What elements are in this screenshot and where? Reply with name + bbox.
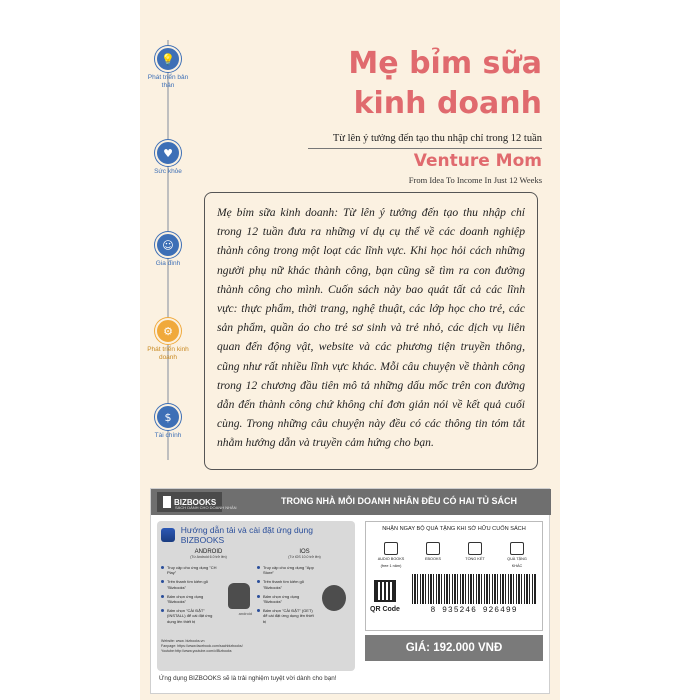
gift-panel <box>365 521 543 631</box>
fanpage-link: Fanpage: https://www.facebook.com/sachbizbooks/ <box>161 644 243 648</box>
ios-subtitle: (Từ iOS 10.0 trở lên) <box>288 555 321 559</box>
gift-label: QUÀ TẶNG <box>507 557 527 561</box>
android-step: Trên thanh tìm kiếm gõ "Bizbooks" <box>161 579 221 589</box>
ios-step: Trên thanh tìm kiếm gõ "Bizbooks" <box>257 579 317 589</box>
book-back-cover <box>140 0 560 700</box>
english-title: Venture Mom <box>413 151 542 171</box>
category-family <box>152 232 184 268</box>
android-guide <box>161 549 256 628</box>
category-label: Gia đình <box>155 260 181 267</box>
android-icon <box>228 583 250 609</box>
ios-title: IOS <box>299 549 310 555</box>
publisher-panel <box>150 488 550 694</box>
summary-icon <box>468 542 482 555</box>
gift-label: EBOOKS <box>424 557 442 561</box>
category-label: Phát triển kinh doanh <box>147 346 189 361</box>
category-label: Sức khỏe <box>154 168 182 175</box>
gift-other <box>498 542 536 569</box>
qr-label: QR Code <box>370 606 400 613</box>
category-health <box>152 140 184 176</box>
app-guide <box>157 521 355 671</box>
gift-summary <box>456 542 494 569</box>
gift-label: TỔNG KẾT <box>465 557 485 561</box>
android-step: Bấm chọn "CÀI ĐẶT" (INSTALL) để cài đặt ứng dụng lên thiết bị <box>161 608 221 624</box>
gift-icon <box>510 542 524 555</box>
book-title-line2: kinh doanh <box>353 86 542 121</box>
heart-health-icon: ♥ <box>155 140 181 166</box>
gift-sublabel: KHÁC <box>511 564 523 568</box>
ebook-icon <box>426 542 440 555</box>
youtube-link: Youtube:http://www.youtube.com/c/Bizbooks <box>161 649 232 653</box>
website-link: Website: www. bizbooks.vn <box>161 639 205 643</box>
isbn-number: 8 935246 926499 <box>430 606 518 615</box>
app-icon <box>161 528 175 542</box>
gift-heading: NHẬN NGAY BỘ QUÀ TẶNG KHI SỞ HỮU CUỐN SÁCH <box>382 526 526 532</box>
qr-code <box>374 580 396 602</box>
book-title <box>262 44 542 124</box>
gift-audiobooks <box>372 542 410 569</box>
business-growth-icon: ⚙ <box>155 318 181 344</box>
ios-step: Bấm chọn "CÀI ĐẶT" (GET) để cài đặt ứng dụng lên thiết bị <box>257 608 317 624</box>
category-label: Tài chính <box>154 432 182 439</box>
gift-label: AUDIO BOOKS <box>377 557 405 561</box>
book-title-line1: Mẹ bỉm sữa <box>348 46 542 81</box>
android-step: Bấm chọn ứng dụng "Bizbooks" <box>161 594 221 604</box>
lightbulb-icon: 💡 <box>155 46 181 72</box>
android-title: ANDROID <box>194 549 223 555</box>
english-subtitle: From Idea To Income In Just 12 Weeks <box>408 175 542 185</box>
ios-guide <box>257 549 352 628</box>
logo-mark-icon <box>163 496 171 508</box>
category-business-development <box>147 318 189 362</box>
logo-tagline: SÁCH DÀNH CHO DOANH NHÂN <box>175 505 237 510</box>
apple-icon <box>322 585 346 611</box>
gift-ebooks <box>414 542 452 569</box>
android-step: Truy cập cho ứng dụng "CH Play" <box>161 565 221 575</box>
app-guide-title: Hướng dẫn tải và cài đặt ứng dụng BIZBOOKS <box>180 525 313 545</box>
category-label: Phát triển bản thân <box>147 74 189 89</box>
book-description: Mẹ bỉm sữa kinh doanh: Từ lên ý tưởng đến tạo thu nhập chỉ trong 12 tuần đưa ra những ví dụ cụ thể về các doanh nghiệp thành công trong một loạt các lĩnh vực. Khi học hỏi cách những người phụ nữ khác thành công, bạn cũng sẽ tìm ra con đường thành công cho mình. Cuốn sách này bao quát tất cả các lĩnh vực: thực phẩm, thời trang, nghệ thuật, các lớp học cho trẻ, các sản phẩm, quần áo cho trẻ sơ sinh và trẻ nhỏ, các dịch vụ liên quan đến động vật, website và các phương tiện truyền thông, cũng như rất nhiều lĩnh vực khác. Mỗi câu chuyện về thành công trong 12 chương đầu tiên mô tả những dấu mốc trên con đường dẫn đến thành công chứ không chỉ đơn giản nói về kết quả cuối cùng. Trong những câu chuyện này đều có các thông tin tóm tắt nhằm hướng dẫn và truyền cảm hứng cho bạn. <box>204 192 538 470</box>
publisher-slogan: TRONG NHÀ MỖI DOANH NHÂN ĐỀU CÓ HAI TỦ SÁCH <box>281 496 517 506</box>
app-guide-header <box>161 525 355 545</box>
publisher-bar <box>151 489 551 515</box>
ios-step: Bấm chọn ứng dụng "Bizbooks" <box>257 594 317 604</box>
book-subtitle: Từ lên ý tưởng đến tạo thu nhập chỉ trong 12 tuần <box>332 133 542 144</box>
ios-step: Truy cập cho ứng dụng "App Store" <box>257 565 317 575</box>
android-icon-label: android <box>238 611 252 616</box>
audiobook-icon <box>384 542 398 555</box>
gift-sublabel: (free 1 năm) <box>380 564 402 568</box>
category-self-development <box>147 46 189 90</box>
family-icon: ☺ <box>155 232 181 258</box>
title-divider <box>308 148 542 149</box>
publisher-links <box>161 639 351 654</box>
finance-chart-icon: $ <box>155 404 181 430</box>
bizbooks-logo <box>157 492 237 512</box>
category-finance <box>152 404 184 440</box>
app-footnote: Ứng dụng BIZBOOKS sẽ là trải nghiệm tuyệt vời dành cho bạn! <box>159 675 337 682</box>
isbn-barcode <box>412 574 536 604</box>
price-tag: GIÁ: 192.000 VNĐ <box>365 635 543 661</box>
logo-name: BIZBOOKS <box>174 497 217 507</box>
android-subtitle: (Từ Android 6.0 trở lên) <box>190 555 227 559</box>
